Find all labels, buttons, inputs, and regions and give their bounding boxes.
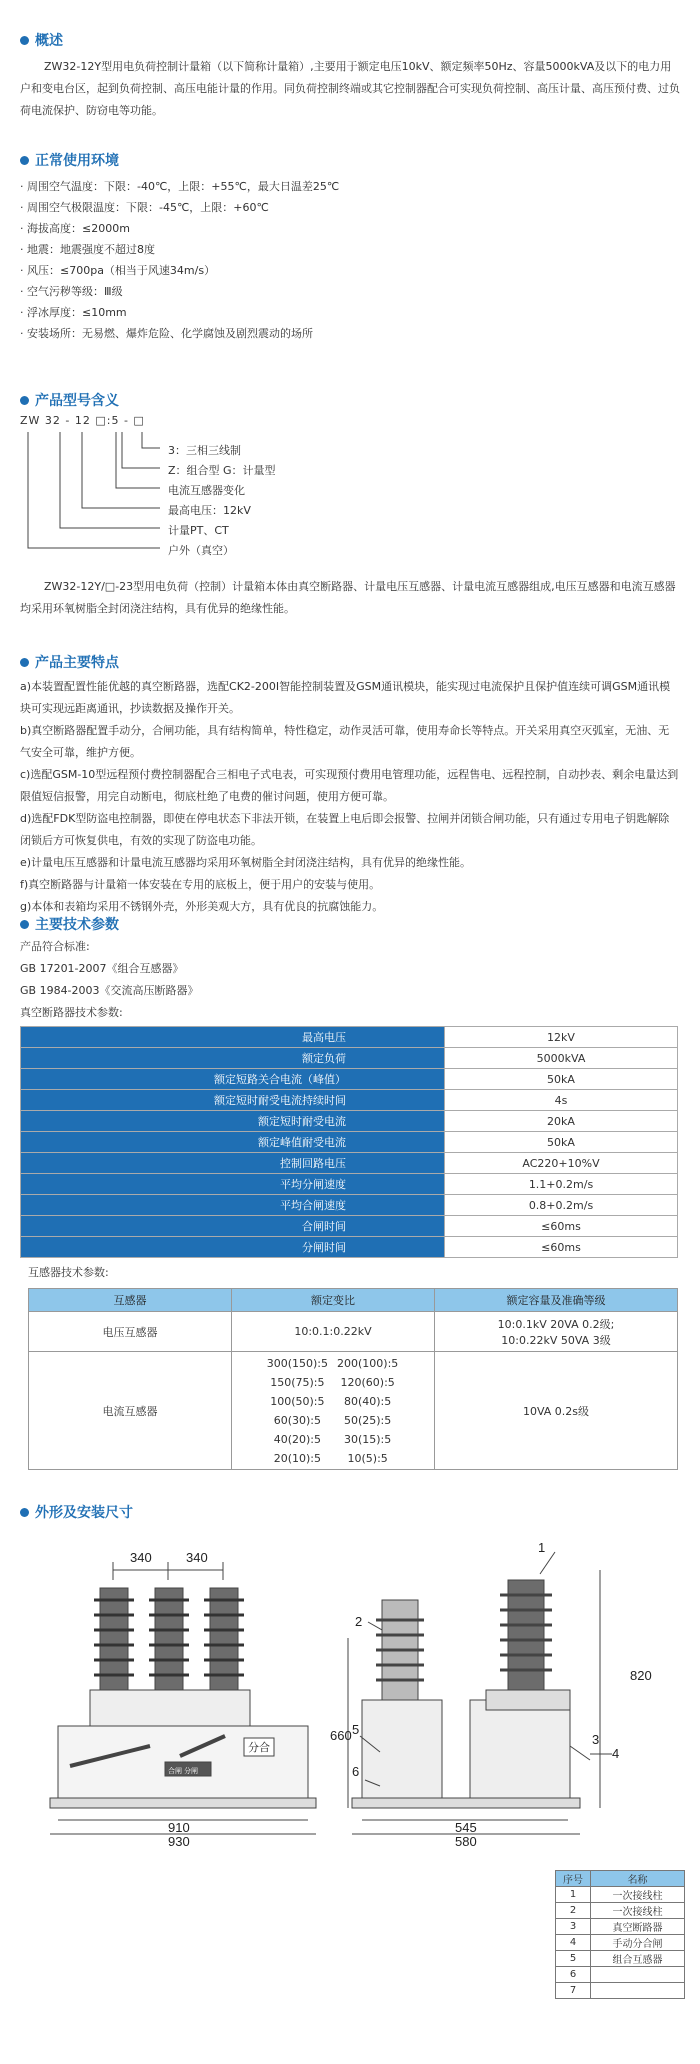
- tech-heading: 主要技术参数: [20, 914, 680, 934]
- ct-ratio: 20(10):5: [273, 1451, 321, 1465]
- part-name: 手动分合闸: [591, 1935, 685, 1951]
- list-item: c)选配GSM-10型远程预付费控制器配合三相电子式电表，可实现预付费用电管理功能，远程售电、远程控制，自动抄表、剩余电量达到限值短信报警，用完自动断电，彻底杜绝了电费的催讨问题，使用方便可靠。: [20, 768, 679, 803]
- table-row: [556, 1887, 685, 1903]
- ct-ratio: 120(60):5: [340, 1375, 395, 1389]
- bullet-icon: [20, 658, 29, 667]
- part-number: 1: [556, 1887, 591, 1903]
- model-label: 3：三相三线制: [168, 444, 241, 457]
- table-row: [29, 1352, 678, 1470]
- param-value: ≤60ms: [445, 1216, 678, 1237]
- overview-heading: 概述: [20, 30, 680, 50]
- dimensions-section: [20, 1502, 680, 1522]
- ct-ratio-row: [267, 1392, 400, 1411]
- cell: 电流互感器: [29, 1352, 232, 1470]
- param-name: 最高电压: [21, 1027, 445, 1048]
- model-heading: 产品型号含义: [20, 390, 680, 410]
- cell: 电压互感器: [29, 1312, 232, 1352]
- column-header: 互感器: [29, 1289, 232, 1312]
- list-item: a)本装置配置性能优越的真空断路器，选配CK2-200I智能控制装置及GSM通讯模块，能实现过电流保护且保护值连续可调GSM通讯模块可实现远距离通讯，抄读数据及操作开关。: [20, 680, 671, 715]
- list-item: · 风压：≤700pa（相当于风速34m/s）: [20, 264, 216, 277]
- ct-ratio-row: [267, 1411, 400, 1430]
- bullet-icon: [20, 396, 29, 405]
- param-name: 额定峰值耐受电流: [21, 1132, 445, 1153]
- table-row: [556, 1951, 685, 1967]
- param-value: 0.8+0.2m/s: [445, 1195, 678, 1216]
- table-row: [21, 1048, 678, 1069]
- switch-sign: 合闸 分闸: [168, 1768, 198, 1775]
- list-item: · 海拔高度：≤2000m: [20, 222, 130, 235]
- param-name: 额定负荷: [21, 1048, 445, 1069]
- ct-ratio: 100(50):5: [270, 1394, 325, 1408]
- model-label: 户外（真空）: [168, 544, 234, 557]
- cell: 10VA 0.2s级: [435, 1352, 678, 1470]
- overview-section: [20, 30, 680, 122]
- ct-ratio: 150(75):5: [270, 1375, 325, 1389]
- ct-ratio: 80(40):5: [343, 1394, 392, 1408]
- part-name: [591, 1967, 685, 1983]
- cell: 10:0.1kV 20VA 0.2级; 10:0.22kV 50VA 3级: [435, 1312, 678, 1352]
- cell: 10:0.1:0.22kV: [232, 1312, 435, 1352]
- table-row: [21, 1111, 678, 1132]
- model-description: ZW32-12Y/□-23型用电负荷（控制）计量箱本体由真空断路器、计量电压互感器、计量电流互感器组成,电压互感器和电流互感器均采用环氧树脂全封闭浇注结构，具有优异的绝缘性能。: [20, 580, 676, 615]
- table-row: [556, 1919, 685, 1935]
- callout-6: 6: [352, 1764, 360, 1779]
- transformer-params-label: 互感器技术参数:: [28, 1266, 109, 1279]
- table-row: [21, 1174, 678, 1195]
- param-value: AC220+10%V: [445, 1153, 678, 1174]
- features-section: [20, 652, 680, 918]
- table-row: [29, 1312, 678, 1352]
- standards-label: 产品符合标准:: [20, 940, 90, 953]
- table-row: [556, 1935, 685, 1951]
- environment-list: [20, 176, 680, 344]
- param-value: 50kA: [445, 1069, 678, 1090]
- environment-section: [20, 150, 680, 344]
- ct-ratio: 30(15):5: [343, 1432, 392, 1446]
- list-item: · 周围空气温度：下限：-40℃，上限：+55℃，最大日温差25℃: [20, 180, 340, 193]
- param-value: ≤60ms: [445, 1237, 678, 1258]
- standard-item: GB 1984-2003《交流高压断路器》: [20, 984, 199, 997]
- ct-ratio: 60(30):5: [273, 1413, 321, 1427]
- list-item: · 空气污秽等级：Ⅲ级: [20, 285, 123, 298]
- dimensions-heading: 外形及安装尺寸: [20, 1502, 680, 1522]
- list-item: e)计量电压互感器和计量电流互感器均采用环氧树脂全封闭浇注结构，具有优异的绝缘性能。: [20, 856, 472, 869]
- list-item: f)真空断路器与计量箱一体安装在专用的底板上，便于用户的安装与使用。: [20, 878, 381, 891]
- table-header-row: [556, 1871, 685, 1887]
- model-label: 电流互感器变化: [168, 484, 245, 497]
- param-value: 5000kVA: [445, 1048, 678, 1069]
- param-name: 额定短时耐受电流: [21, 1111, 445, 1132]
- dim-545: 545: [455, 1820, 477, 1835]
- list-item: · 安装场所：无易燃、爆炸危险、化学腐蚀及剧烈震动的场所: [20, 327, 313, 340]
- ct-ratio: 300(150):5: [266, 1356, 328, 1370]
- param-name: 额定短时耐受电流持续时间: [21, 1090, 445, 1111]
- callout-1: 1: [538, 1540, 546, 1555]
- part-number: 4: [556, 1935, 591, 1951]
- table-row: [21, 1090, 678, 1111]
- callout-5: 5: [352, 1722, 360, 1737]
- part-name: 一次接线柱: [591, 1887, 685, 1903]
- tech-section: [20, 914, 680, 1258]
- switch-button-label: 分合: [248, 1742, 270, 1754]
- part-name: 一次接线柱: [591, 1903, 685, 1919]
- bullet-icon: [20, 920, 29, 929]
- dim-910: 910: [168, 1820, 190, 1835]
- ct-ratio: 50(25):5: [343, 1413, 392, 1427]
- ct-ratio-row: [267, 1430, 400, 1449]
- part-name: [591, 1983, 685, 1999]
- ct-ratio: 10(5):5: [347, 1451, 388, 1465]
- bullet-icon: [20, 156, 29, 165]
- part-number: 6: [556, 1967, 591, 1983]
- part-name: 真空断路器: [591, 1919, 685, 1935]
- model-label: 计量PT、CT: [168, 524, 229, 537]
- dim-930: 930: [168, 1834, 190, 1849]
- model-section: [20, 390, 680, 630]
- list-item: · 地震：地震强度不超过8度: [20, 243, 155, 256]
- callout-3: 3: [592, 1732, 600, 1747]
- table-header-row: [29, 1289, 678, 1312]
- dim-580: 580: [455, 1834, 477, 1849]
- ct-ratio-row: [267, 1373, 400, 1392]
- part-name: 组合互感器: [591, 1951, 685, 1967]
- list-item: d)选配FDK型防盗电控制器，即使在停电状态下非法开锁，在装置上电后即会报警、拉闸并闭锁合闸功能，只有通过专用电子钥匙解除闭锁后方可恢复供电，有效的实现了防盗电功能。: [20, 812, 670, 847]
- ct-ratio-row: [267, 1449, 400, 1468]
- table-row: [21, 1069, 678, 1090]
- transformer-params-table: [28, 1288, 678, 1470]
- part-number: 5: [556, 1951, 591, 1967]
- cell: [232, 1352, 435, 1470]
- breaker-params-label: 真空断路器技术参数:: [20, 1006, 123, 1019]
- param-name: 平均分闸速度: [21, 1174, 445, 1195]
- ct-ratio: 200(100):5: [337, 1356, 399, 1370]
- features-list: [20, 676, 680, 918]
- column-header: 额定变比: [232, 1289, 435, 1312]
- features-heading: 产品主要特点: [20, 652, 680, 672]
- part-number: 7: [556, 1983, 591, 1999]
- callout-2: 2: [355, 1614, 363, 1629]
- param-value: 1.1+0.2m/s: [445, 1174, 678, 1195]
- table-row: [21, 1027, 678, 1048]
- bullet-icon: [20, 36, 29, 45]
- ct-ratio-list: [267, 1354, 400, 1468]
- dim-340a: 340: [130, 1550, 152, 1565]
- table-row: [21, 1195, 678, 1216]
- table-row: [21, 1153, 678, 1174]
- model-label: 最高电压：12kV: [168, 504, 251, 517]
- param-name: 分闸时间: [21, 1237, 445, 1258]
- param-value: 50kA: [445, 1132, 678, 1153]
- param-name: 合闸时间: [21, 1216, 445, 1237]
- transformer-section: [20, 1262, 680, 1470]
- parts-table: [555, 1870, 685, 1999]
- param-value: 20kA: [445, 1111, 678, 1132]
- table-row: [21, 1216, 678, 1237]
- list-item: g)本体和表箱均采用不锈钢外壳，外形美观大方，具有优良的抗腐蚀能力。: [20, 900, 384, 913]
- list-item: · 周围空气极限温度：下限：-45℃，上限：+60℃: [20, 201, 269, 214]
- list-item: · 浮冰厚度：≤10mm: [20, 306, 127, 319]
- model-label: Z：组合型 G：计量型: [168, 464, 276, 477]
- table-row: [556, 1983, 685, 1999]
- dim-660: 660: [330, 1728, 352, 1743]
- table-row: [21, 1132, 678, 1153]
- breaker-params-table: [20, 1026, 678, 1258]
- column-header: 额定容量及准确等级: [435, 1289, 678, 1312]
- param-value: 12kV: [445, 1027, 678, 1048]
- table-row: [556, 1903, 685, 1919]
- table-row: [556, 1967, 685, 1983]
- part-number: 3: [556, 1919, 591, 1935]
- table-row: [21, 1237, 678, 1258]
- part-number: 2: [556, 1903, 591, 1919]
- column-header: 序号: [556, 1871, 591, 1887]
- standard-item: GB 17201-2007《组合互感器》: [20, 962, 184, 975]
- param-name: 额定短路关合电流（峰值）: [21, 1069, 445, 1090]
- dim-340b: 340: [186, 1550, 208, 1565]
- param-value: 4s: [445, 1090, 678, 1111]
- dim-820: 820: [630, 1668, 652, 1683]
- param-name: 平均合闸速度: [21, 1195, 445, 1216]
- column-header: 名称: [591, 1871, 685, 1887]
- model-code: ZW 32 - 12 □:5 - □: [20, 414, 145, 427]
- param-name: 控制回路电压: [21, 1153, 445, 1174]
- environment-heading: 正常使用环境: [20, 150, 680, 170]
- overview-body: ZW32-12Y型用电负荷控制计量箱（以下简称计量箱）,主要用于额定电压10kV、额定频率50Hz、容量5000kVA及以下的电力用户和变电台区，起到负荷控制、高压电能计量的作用。同负荷控制终端或其它控制器配合可实现负荷控制、高压计量、高压预付费、过负荷电流保护、防窃电等功能。: [20, 60, 680, 117]
- list-item: b)真空断路器配置手动分，合闸功能，具有结构简单，特性稳定，动作灵活可靠，使用寿命长等特点。开关采用真空灭弧室，无油、无气安全可靠，维护方便。: [20, 724, 670, 759]
- bullet-icon: [20, 1508, 29, 1517]
- ct-ratio-row: [267, 1354, 400, 1373]
- callout-4: 4: [612, 1746, 620, 1761]
- ct-ratio: 40(20):5: [273, 1432, 321, 1446]
